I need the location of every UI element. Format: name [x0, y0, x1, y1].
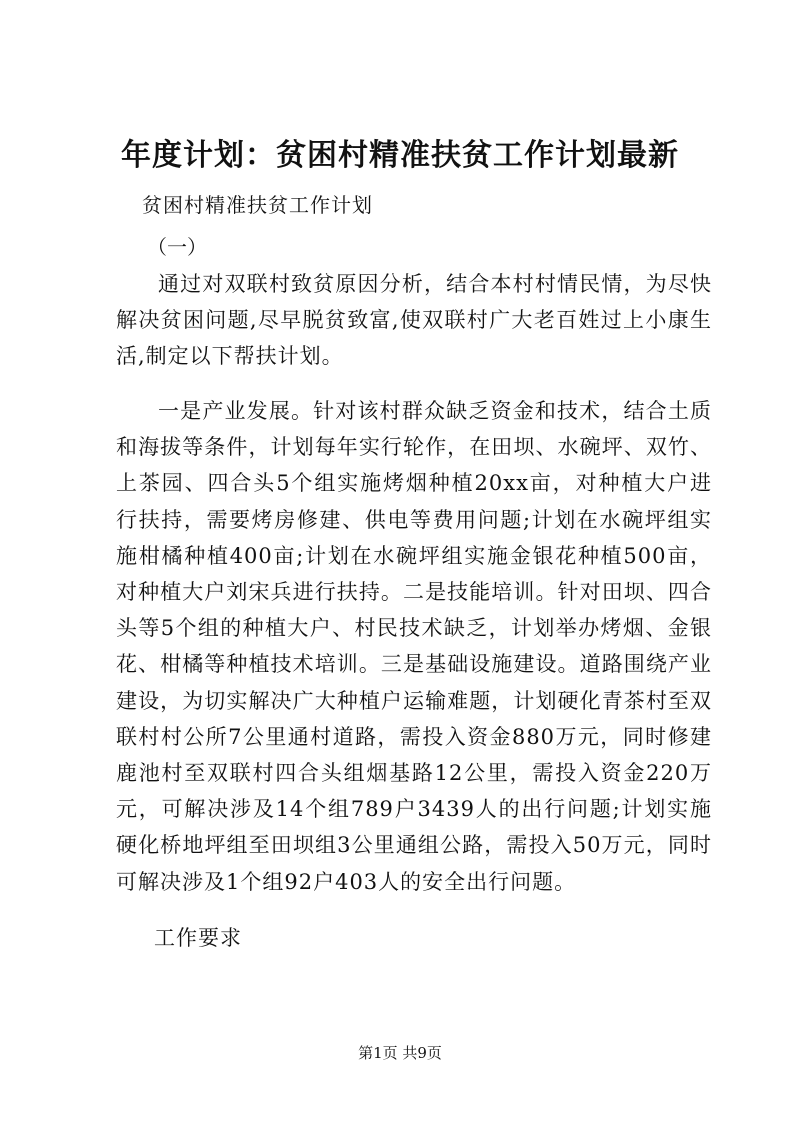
section-number: （一）	[147, 235, 207, 259]
document-subtitle: 贫困村精准扶贫工作计划	[142, 193, 373, 217]
document-title: 年度计划：贫困村精准扶贫工作计划最新	[121, 138, 679, 173]
section-heading-work-requirements: 工作要求	[154, 926, 242, 950]
page-footer: 第1页 共9页	[358, 1044, 442, 1062]
paragraph-intro: 通过对双联村致贫原因分析，结合本村村情民情，为尽快解决贫困问题,尽早脱贫致富,使双联村广大老百姓过上小康生活,制定以下帮扶计划。	[116, 272, 712, 369]
paragraph-plan-details: 一是产业发展。针对该村群众缺乏资金和技术，结合土质和海拔等条件，计划每年实行轮作，在田坝、水碗坪、双竹、上茶园、四合头5个组实施烤烟种植20xx亩，对种植大户进行扶持，需要烤房修建、供电等费用问题;计划在水碗坪组实施柑橘种植400亩;计划在水碗坪组实施金银花种植500亩，对种植大户刘宋兵进行扶持。二是技能培训。针对田坝、四合头等5个组的种植大户、村民技术缺乏，计划举办烤烟、金银花、柑橘等种植技术培训。三是基础设施建设。道路围绕产业建设，为切实解决广大种植户运输难题，计划硬化青茶村至双联村村公所7公里通村道路，需投入资金880万元，同时修建鹿池村至双联村四合头组烟基路12公里，需投入资金220万元，可解决涉及14个组789户3439人的出行问题;计划实施硬化桥地坪组至田坝组3公里通组公路，需投入50万元，同时可解决涉及1个组92户403人的安全出行问题。	[116, 399, 712, 894]
